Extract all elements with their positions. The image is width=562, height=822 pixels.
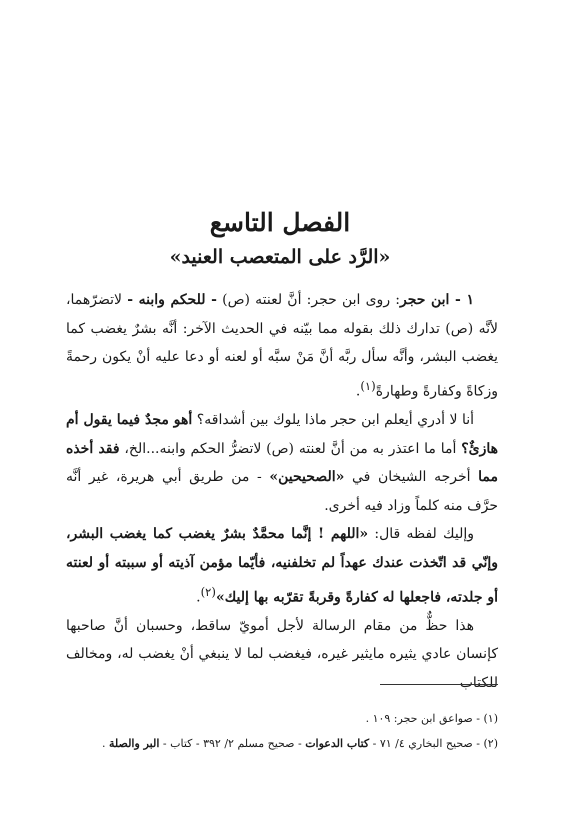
paragraph-2-text-1: أنا لا أدري أيعلم ابن حجر ماذا يلوك بين أشداقه؟ <box>192 412 474 429</box>
paragraph-3-text-1: وإليك لفظه قال: <box>368 526 474 543</box>
paragraph-2-text-3: أخرجه الشيخان في <box>344 469 479 486</box>
paragraph-3 <box>66 520 498 611</box>
footnote-2-bold-b: كتاب الدعوات <box>305 737 370 750</box>
footnote-2-text-a: (٢) - صحيح البخاري ٤/ ٧١ - <box>369 737 498 750</box>
paragraph-1-text-2: لاتضرّهما، لأنَّه (ص) تدارك ذلك بقوله مما بيّنه في الحديث الآخر: أنَّه بشرٌ يغضب كما يغضب البشر، وأنَّه سأل ربَّه أنَّ مَنْ سبَّه أو لعنه أو دعا عليه أنْ يكون رحمةً وزكاةً وكفارةً وطهارةً <box>66 292 498 400</box>
paragraph-3-quote: «اللهم ! إنَّما محمَّدٌ بشرٌ يغضب كما يغضب البشر، وإنّي قد اتّخذت عندك عهداً لم تخلفنيه، فأيّما مؤمن آذيته أو سببته أو لعنته أو جلدته، فاجعلها له كفارةً وقربةً تقرّبه بها إليك» <box>66 526 498 606</box>
paragraph-3-text-2: . <box>196 589 201 606</box>
paragraph-1 <box>66 286 498 406</box>
footnote-2-text-e: . <box>101 737 109 750</box>
paragraph-1-text-3: . <box>355 383 361 400</box>
chapter-title: الفصل التاسع <box>209 208 351 237</box>
footnote-1: (١) - صواعق ابن حجر: ١٠٩ . <box>365 712 498 725</box>
paragraph-4-text-1: هذا حظٌّ من مقام الرسالة لأجل أمويّ ساقط، وحسبان أنَّ صاحبها كإنسان عادي يثيره مايثير غيره، فيغضب لما لا ينبغي أنْ يغضب له، ومخالف للكتاب <box>66 617 498 692</box>
paragraph-1-number: ١ - ابن حجر <box>399 292 475 308</box>
footnote-divider <box>380 684 498 685</box>
chapter-subtitle: «الرَّد على المتعصب العنيد» <box>169 246 391 268</box>
footnotes <box>66 706 498 756</box>
paragraph-2-text-4: - من طريق أبي هريرة، غير أنَّه حرَّف منه كلماً وزاد فيه أخرى. <box>66 469 498 514</box>
paragraph-1-bold-1: - للحكم وابنه - <box>127 292 217 308</box>
paragraph-2 <box>66 406 498 520</box>
paragraph-2-bold-2: فقد أخذه مما <box>66 440 499 486</box>
footnote-2-text-c: - صحيح مسلم ٢/ ٣٩٢ - كتاب - <box>159 737 306 750</box>
footnote-2 <box>66 731 498 756</box>
chapter-heading <box>60 204 500 272</box>
footnote-ref-2: (٢) <box>200 584 216 599</box>
paragraph-2-bold-3: «الصحيحين» <box>269 469 345 486</box>
footnote-2-bold-d: البر والصلة <box>108 737 160 750</box>
paragraph-1-text-1: : روى ابن حجر: أنَّ لعنته (ص) <box>216 292 400 308</box>
paragraph-2-bold-1: أهو مجدٌ فيما يقول أم هازئٌ؟ <box>66 412 498 457</box>
paragraph-2-text-2: أما ما اعتذر به من أنَّ لعنته (ص) لاتضرُّ الحكم وابنه...الخ، <box>119 440 462 457</box>
body-text <box>66 286 498 698</box>
footnote-ref-1: (١) <box>360 378 376 393</box>
